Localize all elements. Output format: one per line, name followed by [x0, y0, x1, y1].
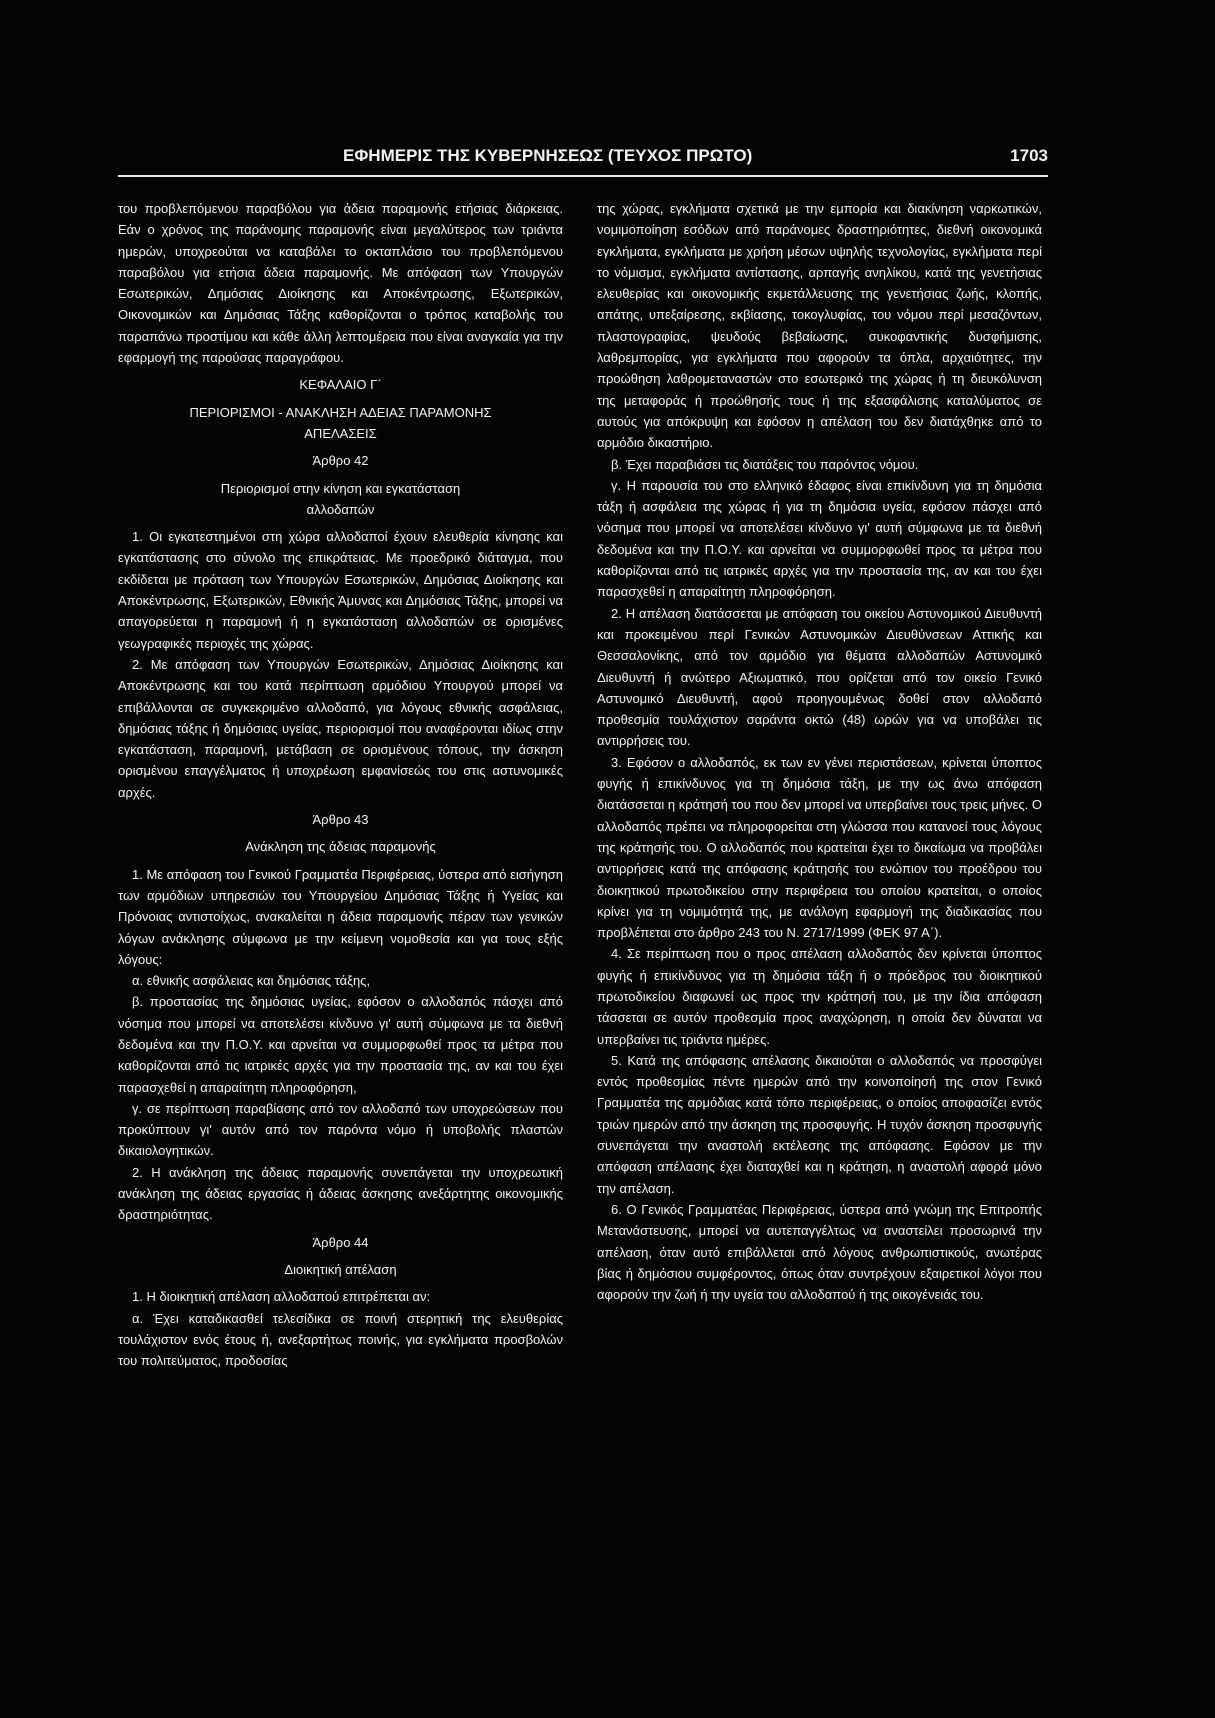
- paragraph: της χώρας, εγκλήματα σχετικά με την εμπορία και διακίνηση ναρκωτικών, νομιμοποίηση εσόδων από παράνομες δραστηριότητες, διεθνή οικονομικά εγκλήματα, εγκλήματα με χρήση μέσων υψηλής τεχνολογίας, εγκλήματα περί το νόμισμα, εγκλήματα αντίστασης, αρπαγής ανηλίκου, κατά της γενετήσιας ελευθερίας και οικονομικής εκμετάλλευσης της γενετήσιας ζωής, κλοπής, απάτης, υπεξαίρεσης, εκβίασης, τοκογλυφίας, του νόμου περί μεσαζόντων, πλαστογραφίας, ψευδούς βεβαίωσης, συκοφαντικής δυσφήμισης, λαθρεμπορίας, για εγκλήματα που αφορούν τα όπλα, αρχαιότητες, την προώθηση λαθρομεταναστών στο εσωτερικό της χώρας ή τη διευκόλυνση της μεταφοράς ή προώθησής τους ή της εξασφάλισης καταλύματος σε αυτούς για απόκρυψη και εφόσον η απέλαση του δεν διατάχθηκε από το αρμόδιο δικαστήριο.: [597, 201, 1042, 451]
- article-title: Διοικητική απέλαση: [284, 1261, 397, 1277]
- gazette-title: ΕΦΗΜΕΡΙΣ ΤΗΣ ΚΥΒΕΡΝΗΣΕΩΣ (ΤΕΥΧΟΣ ΠΡΩΤΟ): [343, 146, 753, 165]
- article-label: Άρθρο 42: [312, 453, 369, 469]
- article-title: Περιορισμοί στην κίνηση και εγκατάσταση: [220, 480, 461, 496]
- paragraph: 1. Η διοικητική απέλαση αλλοδαπού επιτρέπεται αν:: [132, 1289, 431, 1305]
- left-column: [118, 198, 563, 1371]
- list-item: α. Έχει καταδικασθεί τελεσίδικα σε ποινή στερητική της ελευθερίας τουλάχιστον ενός έτους ή, ανεξαρτήτως ποινής, για εγκλήματα προσβολών του πολιτεύματος, προδοσίας: [118, 1310, 563, 1369]
- chapter-title: ΠΕΡΙΟΡΙΣΜΟΙ - ΑΝΑΚΛΗΣΗ ΑΔΕΙΑΣ ΠΑΡΑΜΟΝΗΣ: [189, 404, 492, 420]
- paragraph: 2. Η ανάκληση της άδειας παραμονής συνεπάγεται την υποχρεωτική ανάκληση της άδειας εργασίας ή άδειας άσκησης ανεξάρτητης οικονομικής δραστηριότητας.: [118, 1164, 563, 1223]
- list-item: γ. Η παρουσία του στο ελληνικό έδαφος είναι επικίνδυνη για τη δημόσια τάξη ή ασφάλεια της χώρας ή για τη δημόσια υγεία, εφόσον πάσχει από νόσημα που μπορεί να αποτελέσει κίνδυνο γι' αυτή σύμφωνα με τα διεθνή δεδομένα και την Π.Ο.Υ. και αρνείται να συμμορφωθεί προς τα μέτρα που καθορίζονται από τις ιατρικές αρχές για την προστασία της, αν και του έχει παρασχεθεί η απαραίτητη πληροφόρηση.: [597, 477, 1042, 600]
- chapter-title-cont: ΑΠΕΛΑΣΕΙΣ: [304, 425, 377, 441]
- paragraph: 6. Ο Γενικός Γραμματέας Περιφέρειας, ύστερα από γνώμη της Επιτροπής Μετανάστευσης, μπορεί να αυτεπαγγέλτως να αναστείλει προσωρινά την απέλαση, όταν αυτό επιβάλλεται από λόγους ανθρωπιστικούς, ανωτέρας βίας ή δημόσιου συμφέροντος, όπως όταν συντρέχουν εξαιρετικοί λόγοι που αφορούν την ζωή ή την υγεία του αλλοδαπού ή της οικογένειάς του.: [597, 1201, 1042, 1303]
- paragraph: του προβλεπόμενου παραβόλου για άδεια παραμονής ετήσιας διάρκειας. Εάν ο χρόνος της παράνομης παραμονής είναι μεγαλύτερος των τριάντα ημερών, υποχρεούται να καταβάλει το οκταπλάσιο του προβλεπόμενου παραβόλου για ετήσια άδεια παραμονής. Με απόφαση των Υπουργών Εσωτερικών, Δημόσιας Διοίκησης και Αποκέντρωσης, Εξωτερικών, Οικονομικών και Δημόσιας Τάξης καθορίζονται ο τρόπος καταβολής του παραπάνω προστίμου και κάθε άλλη λεπτομέρεια που είναι αναγκαία για την εφαρμογή της παρούσας παραγράφου.: [118, 201, 563, 366]
- chapter-label: ΚΕΦΑΛΑΙΟ Γ΄: [299, 377, 382, 393]
- list-item: α. εθνικής ασφάλειας και δημόσιας τάξης,: [132, 973, 371, 989]
- list-item: β. Έχει παραβιάσει τις διατάξεις του παρόντος νόμου.: [611, 456, 919, 472]
- article-label: Άρθρο 44: [312, 1234, 369, 1250]
- page-header: [118, 146, 1048, 168]
- article-title: Ανάκληση της άδειας παραμονής: [245, 839, 436, 855]
- paragraph: 1. Οι εγκατεστημένοι στη χώρα αλλοδαποί έχουν ελευθερία κίνησης και εγκατάστασης στο σύνολο της επικράτειας. Με προεδρικό διάταγμα, που εκδίδεται με πρόταση των Υπουργών Εσωτερικών, Δημόσιας Διοίκησης και Αποκέντρωσης, Εξωτερικών, Εθνικής Άμυνας και Δημόσιας Τάξης, μπορεί να απαγορεύεται η παραμονή ή η εγκατάσταση αλλοδαπών σε ορισμένες γεωγραφικές περιοχές της χώρας.: [118, 529, 563, 651]
- paragraph: 1. Με απόφαση του Γενικού Γραμματέα Περιφέρειας, ύστερα από εισήγηση των αρμόδιων υπηρεσιών του Υπουργείου Δημόσιας Τάξης ή Υγείας και Πρόνοιας αντιστοίχως, ανακαλείται η άδεια παραμονής πέραν των γενικών λόγων ανάκλησης σύμφωνα με την κείμενη νομοθεσία και για τους εξής λόγους:: [118, 866, 563, 967]
- article-title-cont: αλλοδαπών: [306, 501, 375, 517]
- list-item: β. προστασίας της δημόσιας υγείας, εφόσον ο αλλοδαπός πάσχει από νόσημα που μπορεί να αποτελέσει κίνδυνο γι' αυτή σύμφωνα με τα διεθνή δεδομένα και την Π.Ο.Υ. και αρνείται να συμμορφωθεί προς τα μέτρα που καθορίζονται από τις ιατρικές αρχές για την προστασία της, αν και του έχει παρασχεθεί η απαραίτητη πληροφόρηση,: [118, 994, 563, 1095]
- paragraph: 4. Σε περίπτωση που ο προς απέλαση αλλοδαπός δεν κρίνεται ύποπτος φυγής ή επικίνδυνος για τη δημόσια τάξη ή ο πρόεδρος του διοικητικού πρωτοδικείου διαφωνεί ως προς την κράτησή του, με την ίδια απόφαση τάσσεται σε αυτόν προθεσμία προς αναχώρηση, η οποία δεν δύναται να υπερβαίνει τις τριάντα ημέρες.: [597, 946, 1042, 1047]
- paragraph: 2. Με απόφαση των Υπουργών Εσωτερικών, Δημόσιας Διοίκησης και Αποκέντρωσης και του κατά περίπτωση αρμόδιου Υπουργού μπορεί να επιβάλλονται σε συγκεκριμένο αλλοδαπό, για λόγους εθνικής ασφάλειας, δημόσιας τάξης ή δημόσιας υγείας, περιορισμοί που αναφέρονται ιδίως στην εγκατάσταση, παραμονή, μετάβαση σε ορισμένους τόπους, την άσκηση ορισμένου επαγγέλματος ή υποχρέωση εμφανίσεώς του στις αστυνομικές αρχές.: [118, 656, 563, 800]
- article-label: Άρθρο 43: [312, 812, 369, 828]
- paragraph: 3. Εφόσον ο αλλοδαπός, εκ των εν γένει περιστάσεων, κρίνεται ύποπτος φυγής ή επικίνδυνος για τη δημόσια τάξη, με την ως άνω απόφαση διατάσσεται η κράτησή του που δεν μπορεί να υπερβαίνει τους τρεις μήνες. Ο αλλοδαπός πρέπει να πληροφορείται στη γλώσσα που κατανοεί τους λόγους της κράτησής του. Ο αλλοδαπός που κρατείται έχει το δικαίωμα να προβάλει αντιρρήσεις κατά της απόφασης κράτησής του ενώπιον του προέδρου του διοικητικού πρωτοδικείου στην περιφέρεια του οποίου κρατείται, ο οποίος κρίνει για τη νομιμότητά της, με ανάλογη εφαρμογή της διαδικασίας που προβλέπεται στο άρθρο 243 του Ν. 2717/1999 (ΦΕΚ 97 Α΄).: [597, 754, 1042, 941]
- header-rule: [118, 175, 1048, 177]
- right-column: [597, 198, 1042, 1305]
- paragraph: 5. Κατά της απόφασης απέλασης δικαιούται ο αλλοδαπός να προσφύγει εντός προθεσμίας πέντε ημερών από την κοινοποίησή της στον Γενικό Γραμματέα της αρμόδιας κατά τόπο περιφέρειας, ο οποίος αποφασίζει εντός τριών ημερών από την άσκηση της προσφυγής. Η τυχόν άσκηση προσφυγής συνεπάγεται την αναστολή εκτέλεσης της απόφασης. Εφόσον με την απόφαση απέλασης έχει διαταχθεί και η κράτηση, η αναστολή αφορά μόνο την απέλαση.: [597, 1052, 1042, 1196]
- paragraph: 2. Η απέλαση διατάσσεται με απόφαση του οικείου Αστυνομικού Διευθυντή και προκειμένου περί Γενικών Αστυνομικών Διευθύνσεων Αττικής και Θεσσαλονίκης, από τον αρμόδιο για θέματα αλλοδαπών Αστυνομικό Διευθυντή ή ανώτερο Αξιωματικό, που ορίζεται από τον οικείο Γενικό Αστυνομικό Διευθυντή, αφού προηγουμένως δοθεί στον αλλοδαπό προθεσμία τουλάχιστον σαράντα οκτώ (48) ωρών για να υποβάλει τις αντιρρήσεις του.: [597, 605, 1042, 749]
- page-number: 1703: [1010, 146, 1048, 165]
- list-item: γ. σε περίπτωση παραβίασης από τον αλλοδαπό των υποχρεώσεων που προκύπτουν γι' αυτόν από τον παρόντα νόμο ή υποβολής πλαστών δικαιολογητικών.: [118, 1100, 563, 1159]
